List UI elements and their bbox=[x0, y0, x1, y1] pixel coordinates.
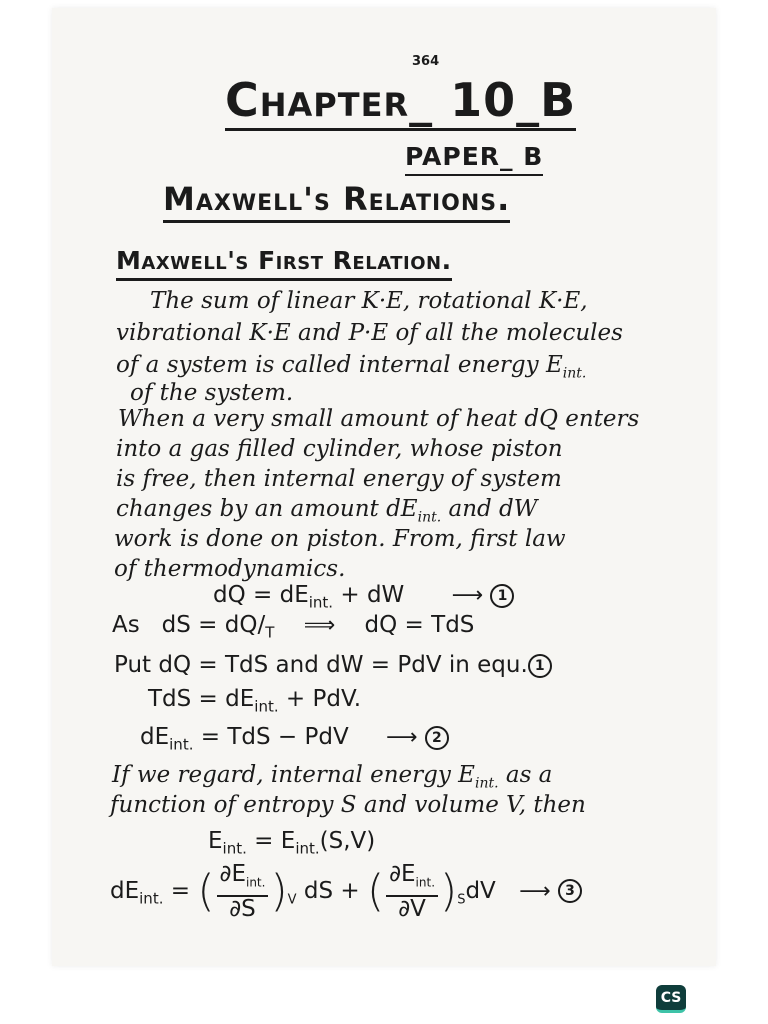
para3-line-2: function of entropy S and volume V, then bbox=[110, 792, 586, 818]
equation-tds: TdS = $dE_{int.}$ + PdV. bbox=[148, 686, 362, 716]
para2-line-5: work is done on piston. From, first law bbox=[114, 526, 566, 552]
equation-2: $dE_{int.}$ = TdS − PdV ⟶ 2 bbox=[140, 722, 449, 760]
para3-line-1: If we regard, internal energy $E_{int.}$ as a bbox=[112, 762, 553, 792]
section-title: Maxwell's First Relation. bbox=[116, 244, 452, 281]
arrow-icon: ⟶ bbox=[451, 583, 484, 608]
arrow-icon: ⟶ bbox=[386, 725, 418, 750]
para2-line-2: into a gas filled cylinder, whose piston bbox=[116, 436, 563, 462]
partial-fraction-v: $\frac{\partial E_{int.}}{\partial V}$ bbox=[386, 862, 438, 921]
equation-number: 1 bbox=[528, 654, 552, 678]
main-title: Maxwell's Relations. bbox=[163, 178, 510, 223]
partial-fraction-s: $\frac{\partial E_{int.}}{\partial S}$ bbox=[217, 862, 269, 921]
equation-1: dQ = $dE_{int.}$ + dW ⟶ 1 bbox=[213, 580, 514, 618]
para2-line-1: When a very small amount of heat dQ enters bbox=[118, 406, 640, 432]
camscanner-logo: CS bbox=[656, 985, 686, 1013]
para1-line-3: of a system is called internal energy $E_{int.}$ bbox=[116, 352, 587, 382]
arrow-icon: ⟶ bbox=[519, 878, 551, 904]
equation-put: Put dQ = TdS and dW = PdV in equ. 1 bbox=[114, 650, 552, 680]
para2-line-4: changes by an amount $dE_{int.}$ and dW bbox=[116, 496, 538, 526]
para2-line-3: is free, then internal energy of system bbox=[116, 466, 562, 492]
para1-line-1: The sum of linear K·E, rotational K·E, bbox=[150, 288, 588, 314]
para2-line-6: of thermodynamics. bbox=[114, 556, 346, 582]
equation-3: $dE_{int.}$ = ( $\frac{\partial E_{int.}}{\partial S}$ )$_V$ dS + ( $\frac{\partial E_{int.}}{\partial V}$ )$_SdV$ ⟶ 3 bbox=[110, 862, 582, 921]
equation-number: 2 bbox=[425, 726, 449, 750]
implies-arrow-icon: ⟹ bbox=[303, 613, 336, 638]
equation-function: $E_{int.} = E_{int.}(S,V)$ bbox=[208, 828, 376, 858]
equation-number: 1 bbox=[490, 584, 514, 608]
paper-label: PAPER_ B bbox=[405, 140, 543, 176]
page-number: 364 bbox=[412, 54, 440, 69]
para1-line-2: vibrational K·E and P·E of all the molecules bbox=[116, 320, 623, 346]
para1-line-4: of the system. bbox=[130, 380, 294, 406]
equation-as: As dS = $dQ/_T$ ⟹ dQ = TdS bbox=[112, 612, 475, 642]
chapter-title: Chapter_ 10_B bbox=[225, 72, 576, 131]
equation-number: 3 bbox=[558, 879, 582, 903]
